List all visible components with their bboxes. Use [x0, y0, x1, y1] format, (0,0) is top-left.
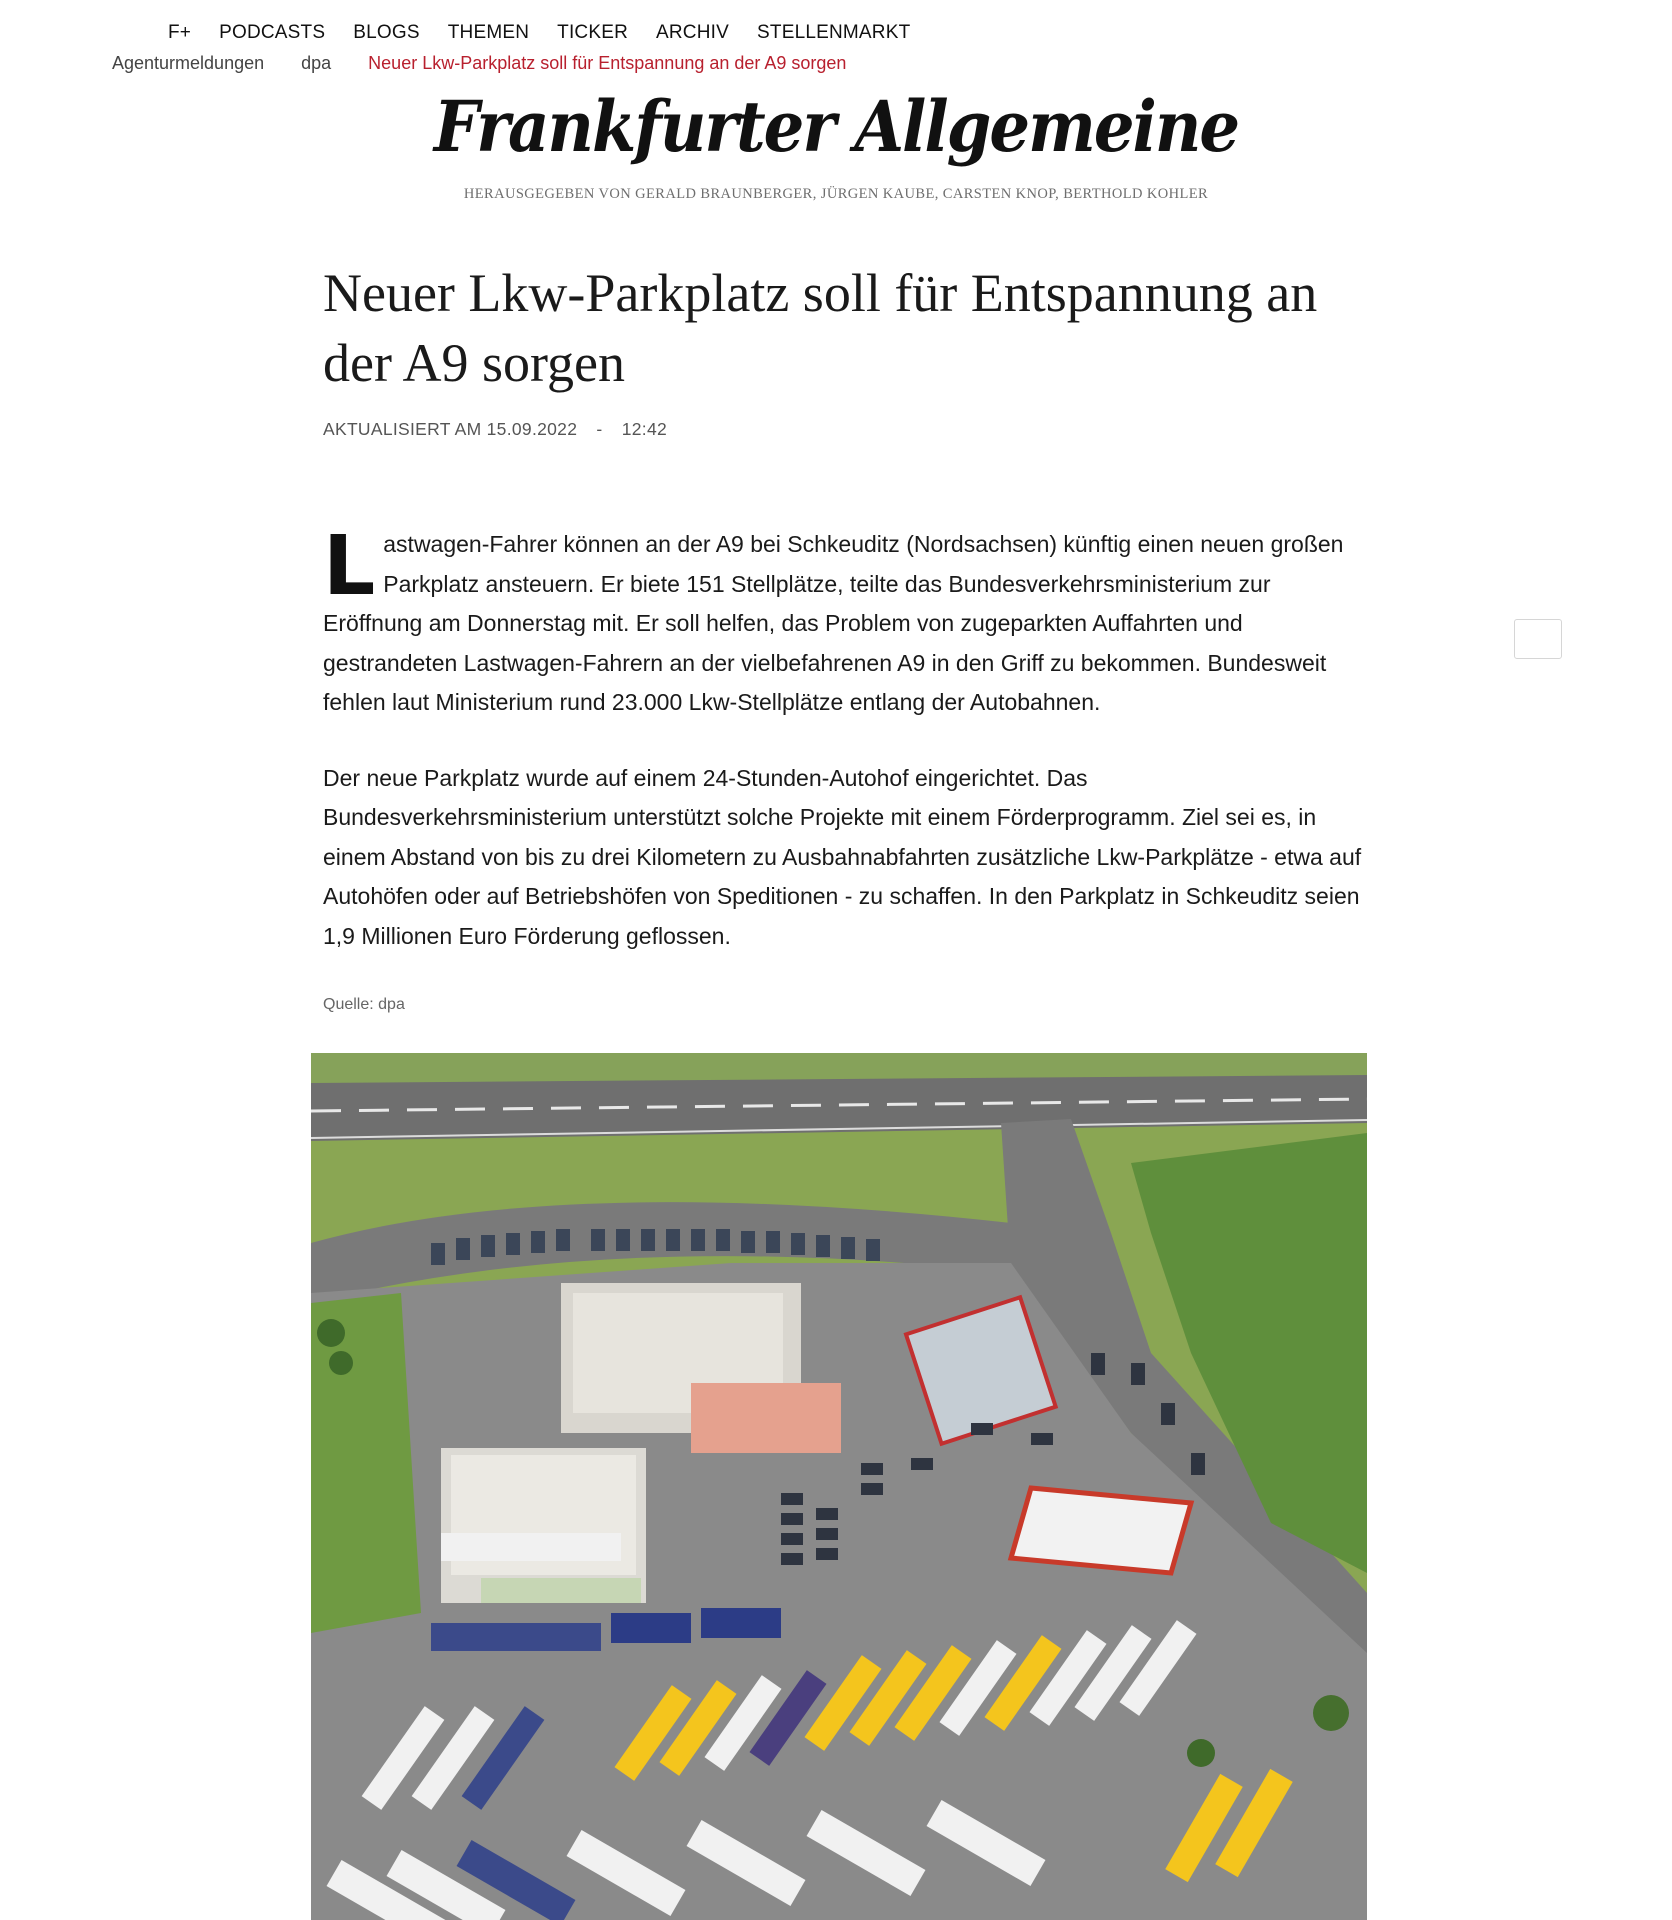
article-meta: [323, 419, 681, 440]
breadcrumb-agenturmeldungen[interactable]: Agenturmeldungen: [112, 53, 265, 73]
updated-time: 12:42: [621, 419, 668, 439]
dropcap: L: [323, 519, 376, 614]
breadcrumb-current[interactable]: Neuer Lkw-Parkplatz soll für Entspannung an der A9 sorgen: [368, 53, 847, 73]
paragraph-2: Der neue Parkplatz wurde auf einem 24-Stunden-Autohof eingerichtet. Das Bundesverkehrsministerium unterstützt solche Projekte mit einem Förderprogramm. Ziel sei es, in einem Abstand von bis zu drei Kilometern zu Ausbahnabfahrten zusätzliche Lkw-Parkplätze - etwa auf Autohöfen oder auf Betriebshöfen von Speditionen - zu schaffen. In den Parkplatz in Schkeuditz seien 1,9 Millionen Euro Förderung geflossen.: [323, 764, 1362, 949]
nav-ticker[interactable]: TICKER: [557, 22, 629, 43]
updated-date: AKTUALISIERT AM 15.09.2022: [323, 419, 578, 439]
paragraph-1-text: astwagen-Fahrer können an der A9 bei Schkeuditz (Nordsachsen) künftig einen neuen großen Parkplatz ansteuern. Er biete 151 Stellplätze, teilte das Bundesverkehrsministerium zur Eröffnung am Donnerstag mit. Er soll helfen, das Problem von zugeparkten Auffahrten und gestrandeten Lastwagen-Fahrern an der vielbefahrenen A9 in den Griff zu bekommen. Bundesweit fehlen laut Ministerium rund 23.000 Lkw-Stellplätze entlang der Autobahnen.: [323, 531, 1344, 715]
share-box[interactable]: [1514, 619, 1562, 659]
top-navigation: [168, 22, 938, 44]
article-headline: Neuer Lkw-Parkplatz soll für Entspannung an der A9 sorgen: [323, 263, 1318, 393]
nav-blogs[interactable]: BLOGS: [353, 22, 420, 43]
nav-fplus[interactable]: F+: [168, 22, 192, 43]
nav-stellenmarkt[interactable]: STELLENMARKT: [757, 22, 911, 43]
article-body: [323, 519, 1367, 992]
nav-themen[interactable]: THEMEN: [447, 22, 530, 43]
breadcrumb: [112, 53, 883, 74]
nav-podcasts[interactable]: PODCASTS: [219, 22, 326, 43]
breadcrumb-dpa[interactable]: dpa: [301, 53, 332, 73]
faz-logo[interactable]: Frankfurter Allgemeine: [433, 86, 1239, 169]
editors-line: HERAUSGEGEBEN VON GERALD BRAUNBERGER, JÜRGEN KAUBE, CARSTEN KNOP, BERTHOLD KOHLER: [463, 186, 1209, 202]
masthead: [0, 86, 1672, 203]
article-source: Quelle: dpa: [323, 996, 405, 1013]
paragraph-1: [323, 519, 1367, 723]
aerial-photo-truck-stop: [311, 1053, 1367, 1920]
aerial-photo-illustration: [311, 1053, 1367, 1920]
meta-separator: -: [596, 419, 603, 439]
nav-archiv[interactable]: ARCHIV: [656, 22, 730, 43]
